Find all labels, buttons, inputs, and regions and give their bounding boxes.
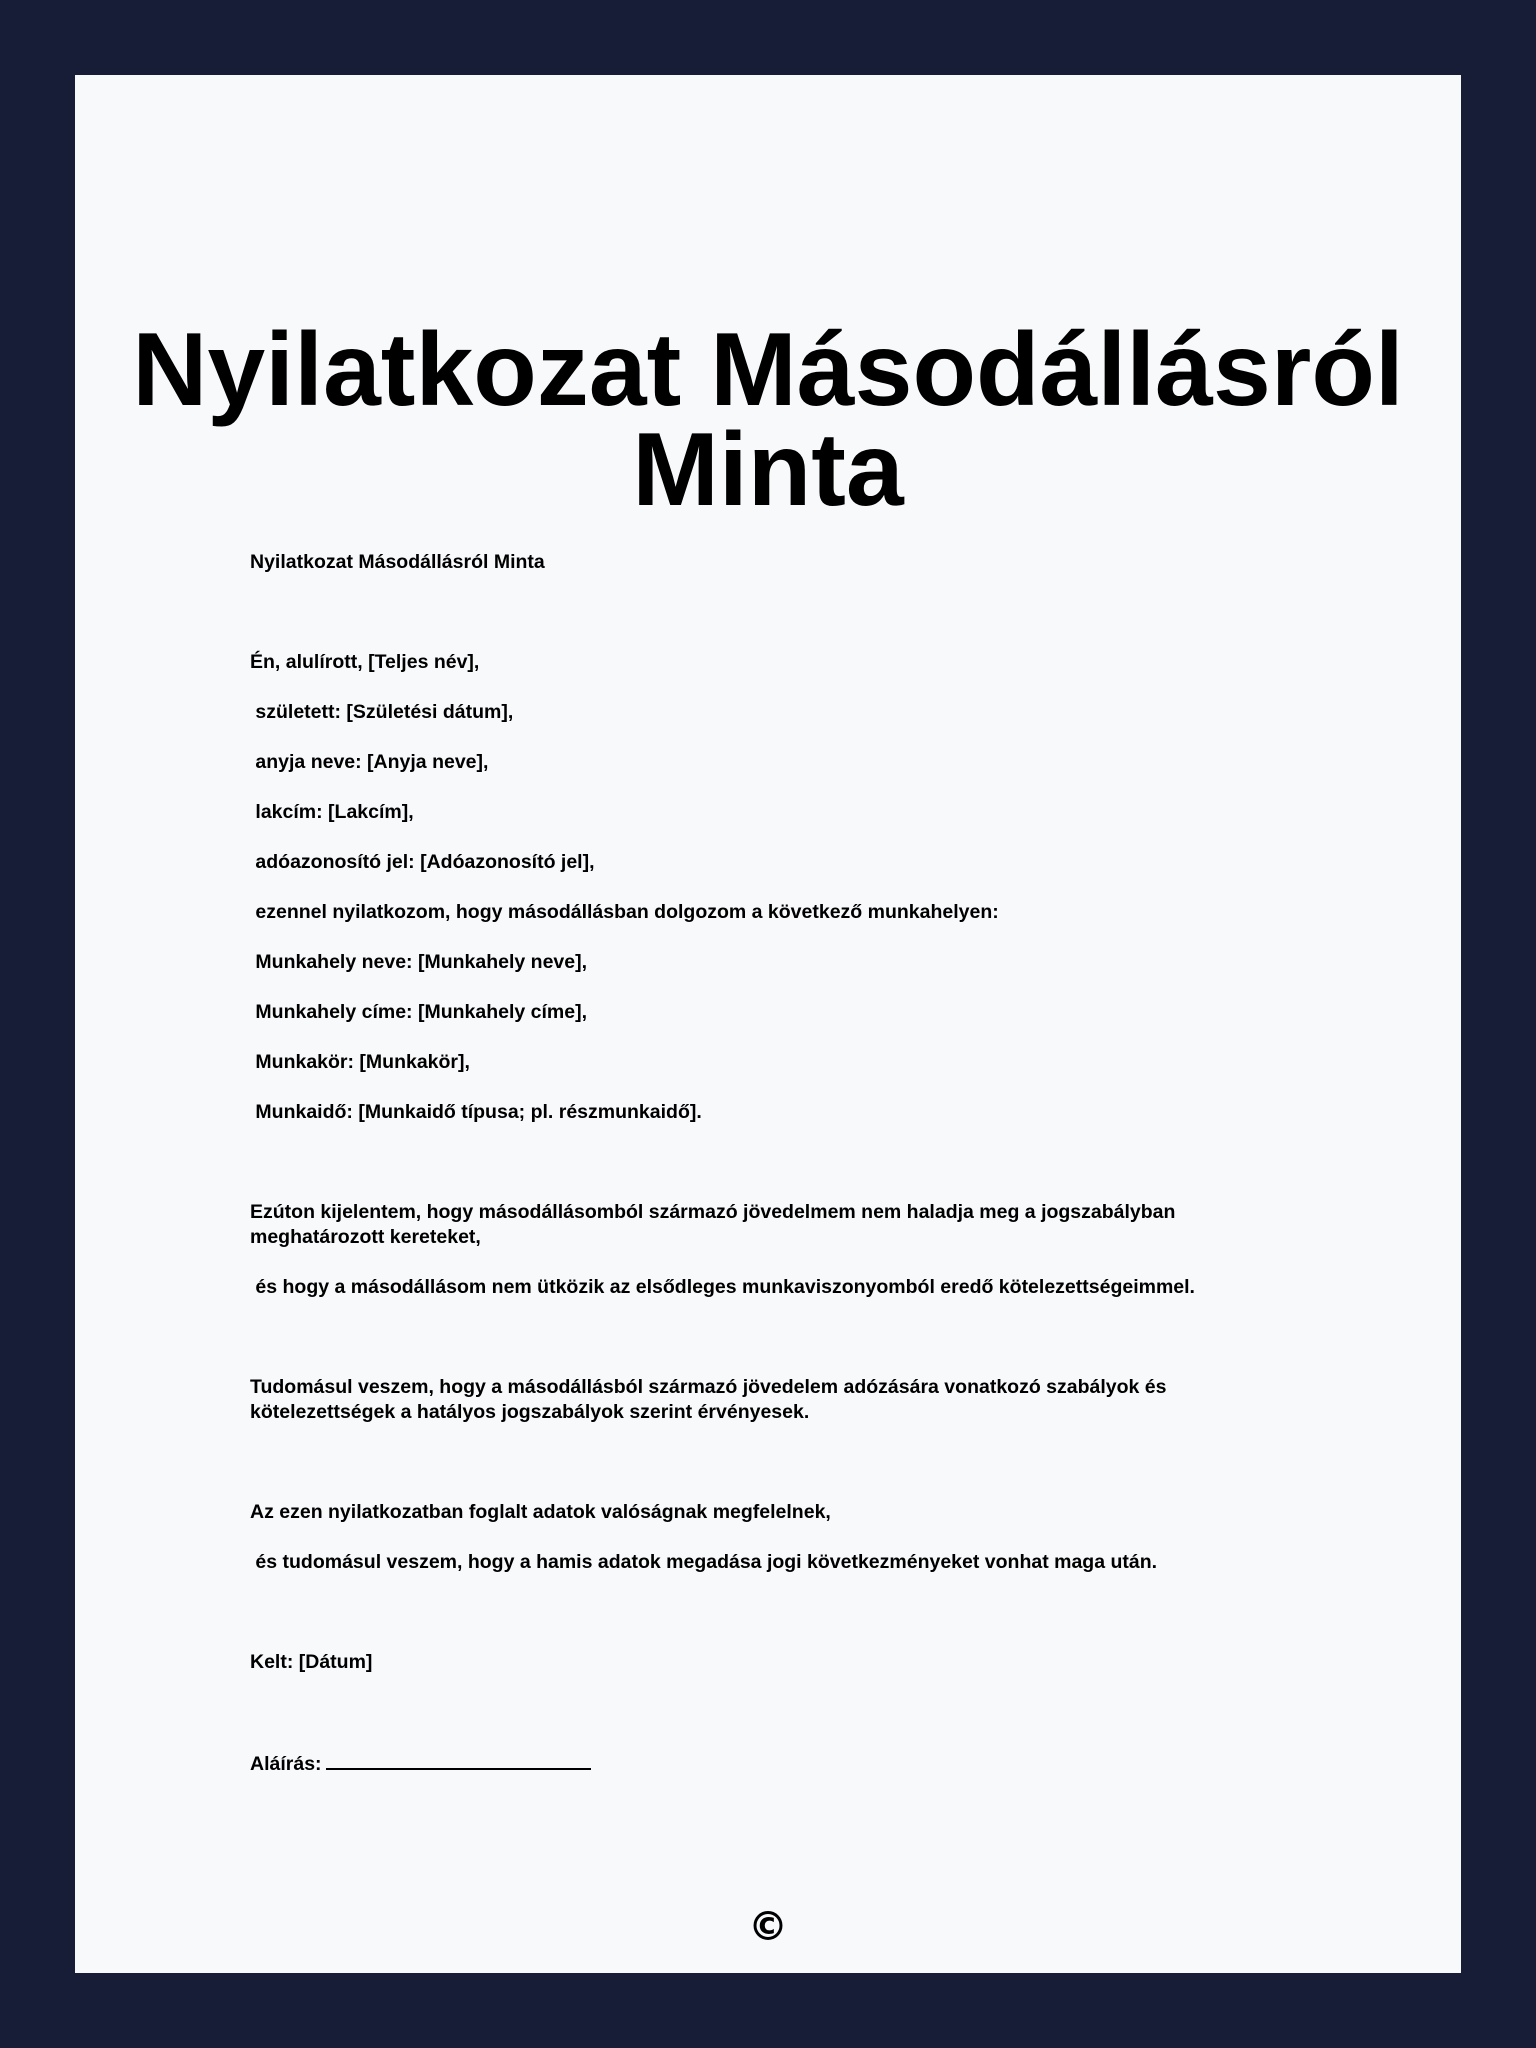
document-page xyxy=(75,75,1461,1973)
truthfulness-line: Az ezen nyilatkozatban foglalt adatok valóságnak megfelelnek, xyxy=(250,1501,831,1523)
workplace-address-line: Munkahely címe: [Munkahely címe], xyxy=(250,1001,588,1023)
truthfulness-continuation: és tudomásul veszem, hogy a hamis adatok megadása jogi következményeket vonhat maga után. xyxy=(250,1551,1158,1573)
identity-line-name: Én, alulírott, [Teljes név], xyxy=(250,651,480,673)
signature-line xyxy=(250,1750,1290,1775)
workplace-name-line: Munkahely neve: [Munkahely neve], xyxy=(250,951,588,973)
signature-blank xyxy=(326,1750,591,1770)
declaration-continuation: és hogy a másodállásom nem ütközik az elsődleges munkaviszonyomból eredő kötelezettségeimmel. xyxy=(250,1276,1195,1298)
working-hours-line: Munkaidő: [Munkaidő típusa; pl. részmunkaidő]. xyxy=(250,1101,702,1123)
declaration-paragraph: Ezúton kijelentem, hogy másodállásomból származó jövedelmem nem haladja meg a jogszabályban meghatározott kereteket, xyxy=(250,1201,1181,1248)
identity-line-statement: ezennel nyilatkozom, hogy másodállásban dolgozom a következő munkahelyen: xyxy=(250,901,999,923)
identity-line-birthdate: született: [Születési dátum], xyxy=(250,701,514,723)
job-title-line: Munkakör: [Munkakör], xyxy=(250,1051,470,1073)
document-body xyxy=(250,550,1290,1775)
identity-line-address: lakcím: [Lakcím], xyxy=(250,801,414,823)
acknowledgement-paragraph: Tudomásul veszem, hogy a másodállásból származó jövedelem adózására vonatkozó szabályok és kötelezettségek a hatályos jogszabályok szerint érvényesek. xyxy=(250,1376,1172,1423)
identity-line-mother-name: anyja neve: [Anyja neve], xyxy=(250,751,489,773)
document-title: Nyilatkozat Másodállásról Minta xyxy=(132,312,1404,528)
signature-label: Aláírás: xyxy=(250,1753,322,1775)
identity-line-tax-id: adóazonosító jel: [Adóazonosító jel], xyxy=(250,851,595,873)
date-line: Kelt: [Dátum] xyxy=(250,1651,373,1673)
copyright-icon: © xyxy=(748,1904,788,1950)
document-heading: Nyilatkozat Másodállásról Minta xyxy=(250,551,545,573)
